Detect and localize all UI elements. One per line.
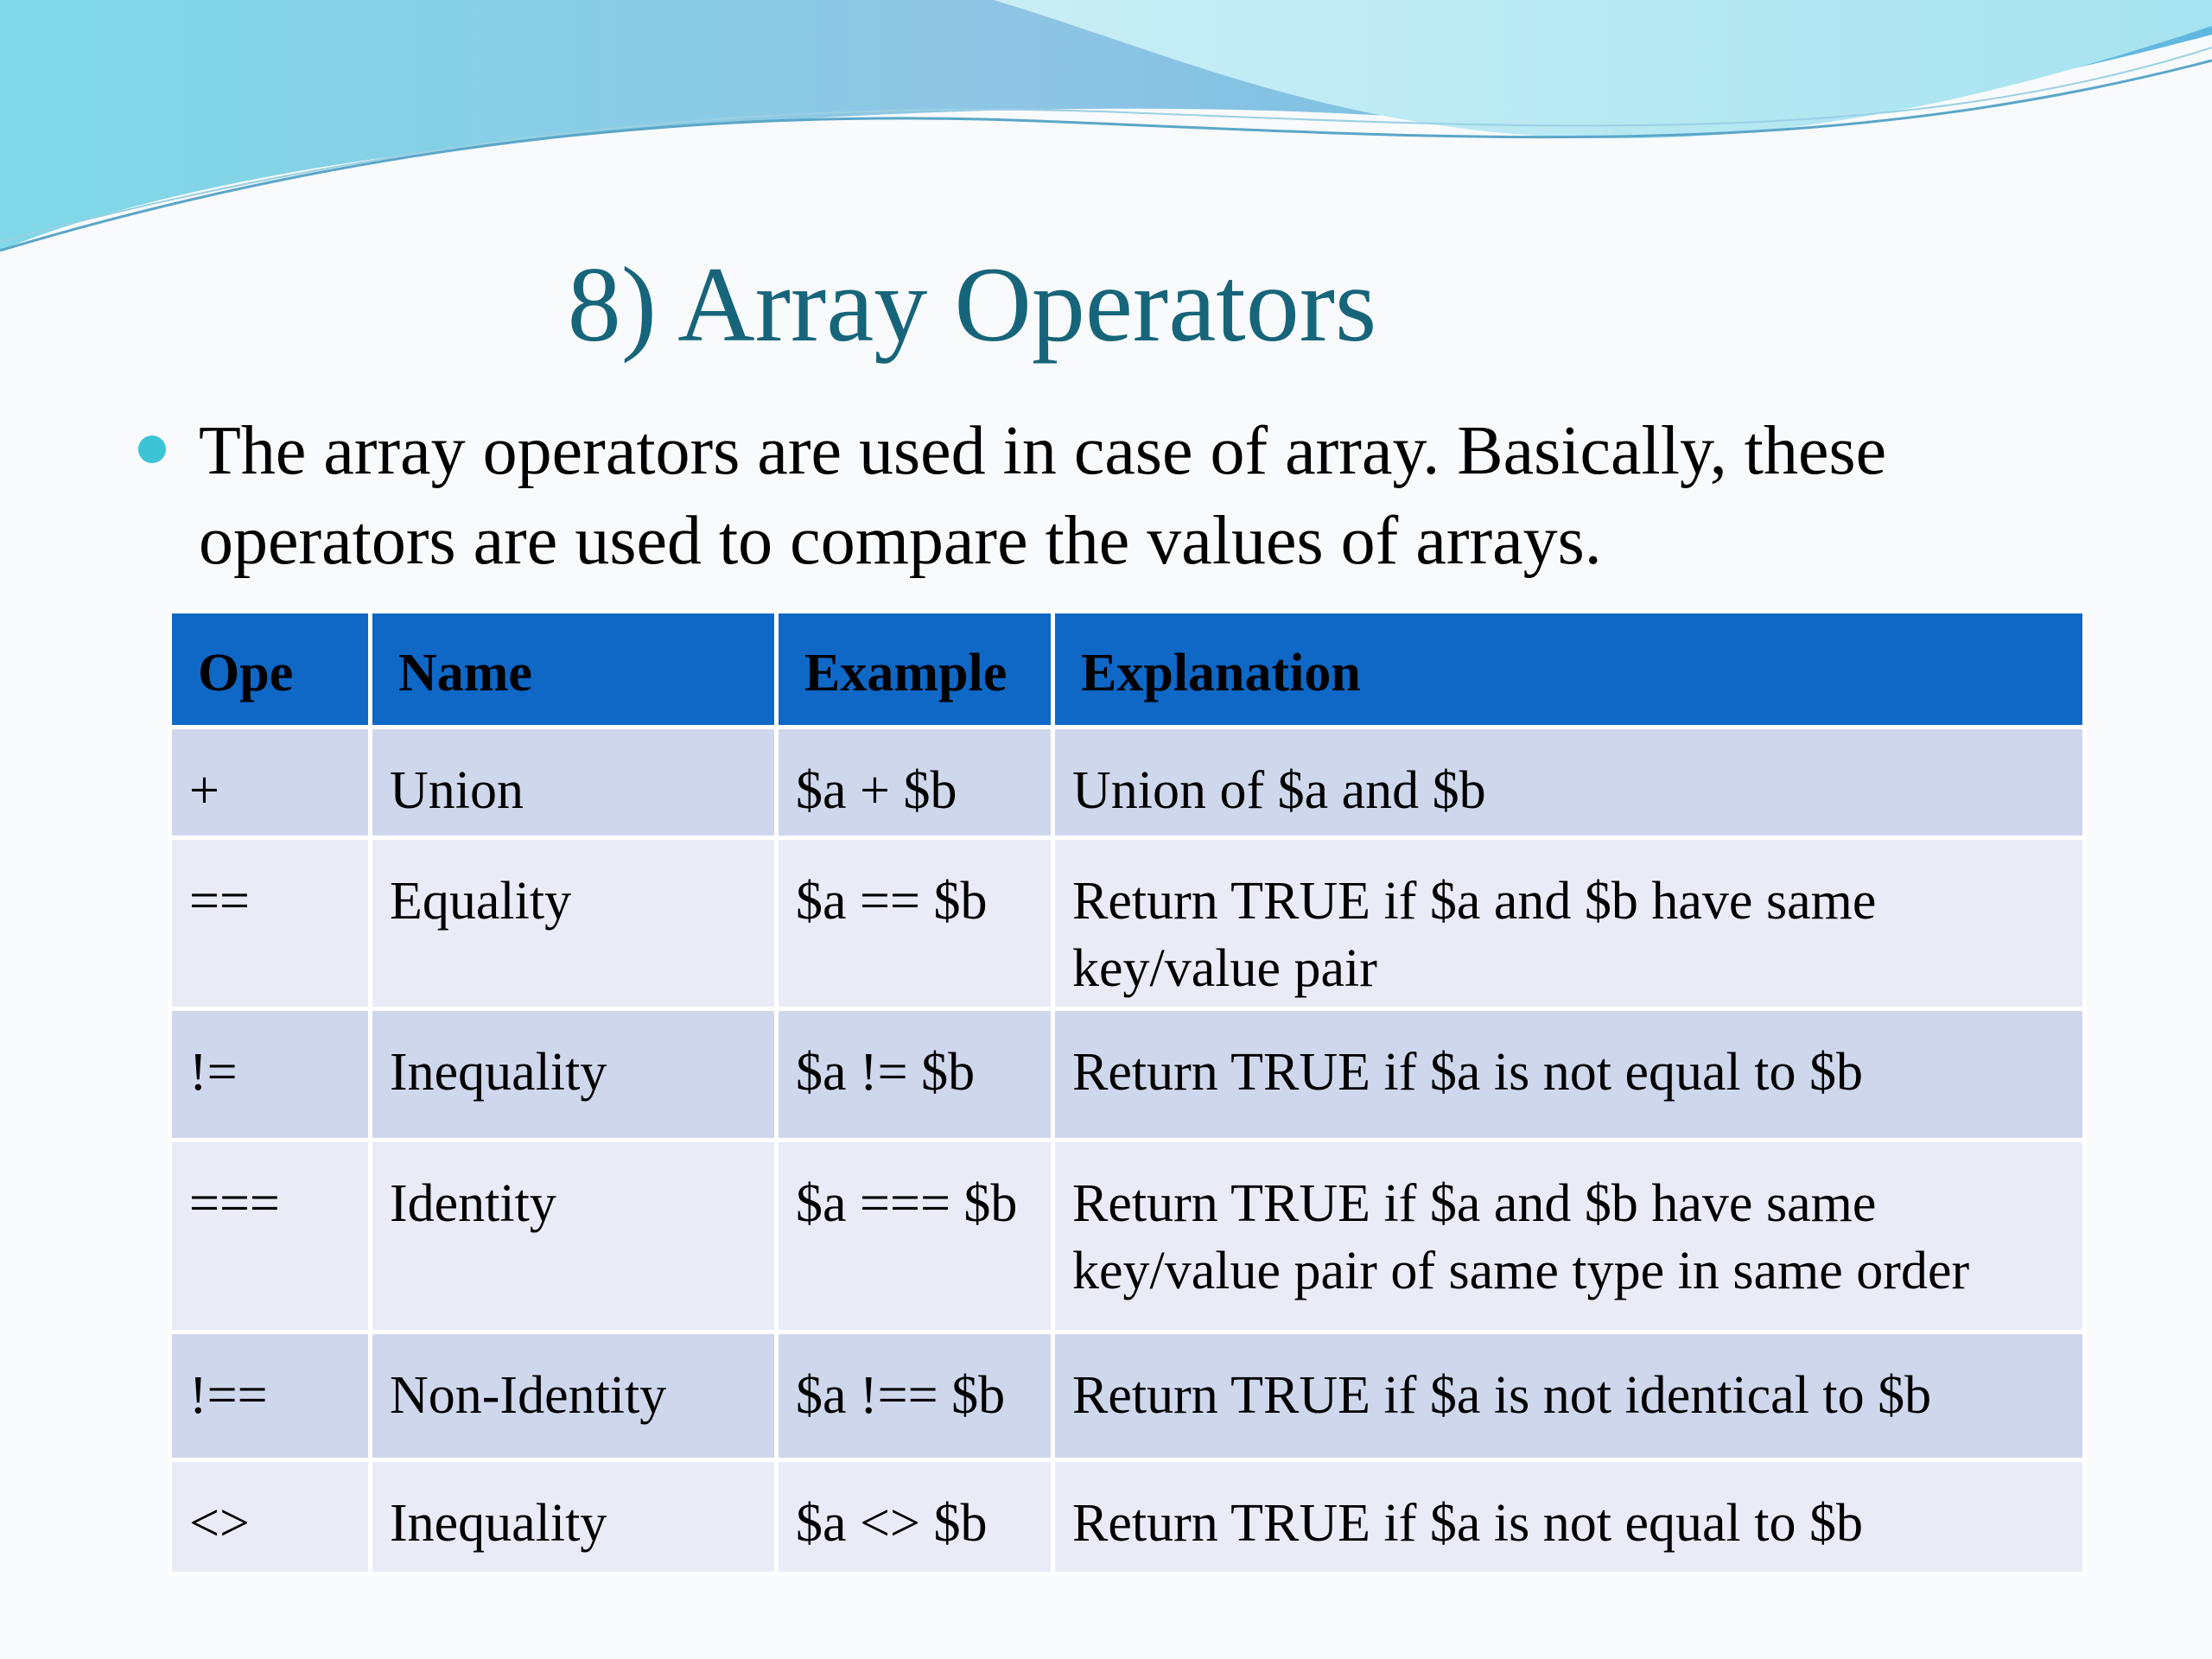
cell-explanation: Return TRUE if $a is not identical to $b: [1053, 1332, 2085, 1460]
header-example: Example: [777, 612, 1053, 728]
cell-explanation: Return TRUE if $a and $b have same key/value pair of same type in same order: [1053, 1141, 2085, 1332]
cell-explanation: Return TRUE if $a and $b have same key/value pair: [1053, 838, 2085, 1009]
cell-example: $a + $b: [777, 728, 1053, 838]
cell-operator: ==: [170, 838, 371, 1009]
cell-example: $a !== $b: [777, 1332, 1053, 1460]
cell-explanation: Return TRUE if $a is not equal to $b: [1053, 1009, 2085, 1141]
cell-example: $a != $b: [777, 1009, 1053, 1141]
cell-explanation: Return TRUE if $a is not equal to $b: [1053, 1460, 2085, 1574]
cell-name: Inequality: [371, 1009, 777, 1141]
header-explanation: Explanation: [1053, 612, 2085, 728]
header-wave-decoration: [0, 0, 2212, 259]
operators-table: [168, 609, 2087, 1576]
cell-operator: <>: [170, 1460, 371, 1574]
cell-name: Union: [371, 728, 777, 838]
cell-explanation: Union of $a and $b: [1053, 728, 2085, 838]
table-row: [170, 728, 2085, 838]
cell-name: Identity: [371, 1141, 777, 1332]
table-row: [170, 1332, 2085, 1460]
cell-operator: +: [170, 728, 371, 838]
cell-name: Equality: [371, 838, 777, 1009]
cell-name: Non-Identity: [371, 1332, 777, 1460]
header-operator: Ope: [170, 612, 371, 728]
table-row: [170, 1009, 2085, 1141]
table-row: [170, 1460, 2085, 1574]
cell-example: $a == $b: [777, 838, 1053, 1009]
table-row: [170, 1141, 2085, 1332]
cell-operator: !=: [170, 1009, 371, 1141]
cell-operator: !==: [170, 1332, 371, 1460]
bullet-paragraph: [138, 406, 2091, 586]
cell-example: $a <> $b: [777, 1460, 1053, 1574]
table-row: [170, 838, 2085, 1009]
slide-title: 8) Array Operators: [567, 245, 1377, 364]
header-name: Name: [371, 612, 777, 728]
bullet-icon: [138, 435, 166, 463]
bullet-text: The array operators are used in case of array. Basically, these operators are used to compare the values of arrays.: [199, 413, 1887, 579]
cell-operator: ===: [170, 1141, 371, 1332]
cell-name: Inequality: [371, 1460, 777, 1574]
table-header-row: [170, 612, 2085, 728]
cell-example: $a === $b: [777, 1141, 1053, 1332]
